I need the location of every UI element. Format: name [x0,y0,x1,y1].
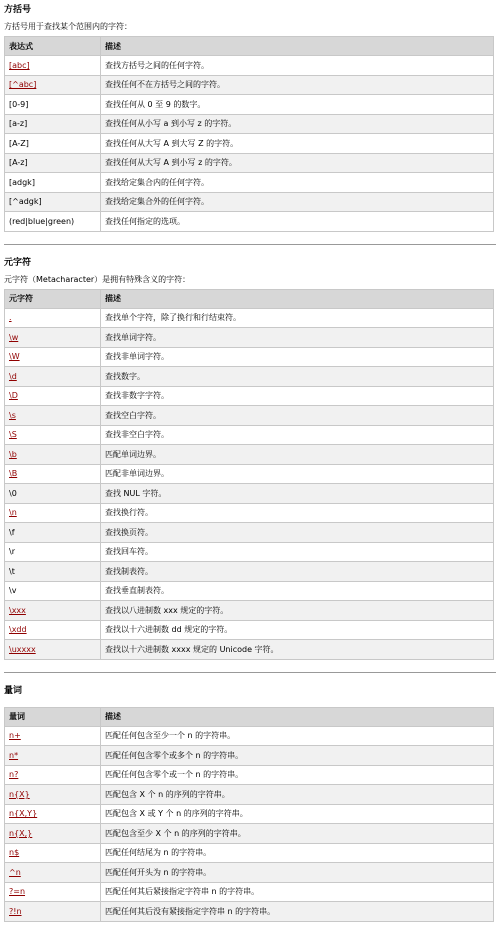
description-cell: 匹配非单词边界。 [101,464,494,484]
description-cell: 查找以八进制数 xxx 规定的字符。 [101,601,494,621]
expression-cell: [A-Z] [5,134,101,154]
description-cell: 查找换页符。 [101,523,494,543]
expression-link[interactable]: \D [9,391,18,401]
expression-cell: [0-9] [5,95,101,115]
expression-cell [5,824,101,844]
table-header-row [5,707,494,726]
table-row [5,785,494,805]
description-cell: 查找任何从小写 a 到小写 z 的字符。 [101,114,494,134]
section-intro: 元字符（Metacharacter）是拥有特殊含义的字符： [4,274,191,284]
description-cell: 匹配任何结尾为 n 的字符串。 [101,843,494,863]
table-row [5,192,494,212]
expression-cell [5,882,101,902]
section-metacharacters [4,255,496,660]
section-divider [4,244,496,245]
table-row [5,804,494,824]
column-header-expression: 表达式 [5,37,101,56]
expression-link[interactable]: \W [9,352,20,362]
description-cell: 查找方括号之间的任何字符。 [101,56,494,76]
expression-link[interactable]: . [9,313,12,323]
expression-cell: (red|blue|green) [5,212,101,232]
expression-cell [5,746,101,766]
table-row [5,601,494,621]
expression-link[interactable]: n{X} [9,789,30,799]
brackets-table [4,36,494,232]
expression-cell [5,601,101,621]
section-title: 量词 [4,685,23,696]
column-header-metacharacter: 元字符 [5,289,101,308]
expression-cell: \t [5,562,101,582]
table-row [5,406,494,426]
table-row [5,542,494,562]
table-row [5,562,494,582]
quantifiers-table [4,707,494,922]
expression-link[interactable]: n{X,} [9,828,33,838]
expression-cell [5,445,101,465]
table-row [5,765,494,785]
description-cell: 查找非空白字符。 [101,425,494,445]
expression-cell [5,863,101,883]
table-row [5,640,494,660]
column-header-quantifier: 量词 [5,707,101,726]
expression-link[interactable]: \B [9,469,18,479]
table-row [5,95,494,115]
expression-link[interactable]: ^n [9,867,21,877]
section-title: 方括号 [4,5,32,15]
description-cell: 查找制表符。 [101,562,494,582]
expression-link[interactable]: \b [9,449,17,459]
description-cell: 匹配任何开头为 n 的字符串。 [101,863,494,883]
table-row [5,153,494,173]
expression-link[interactable]: \d [9,371,17,381]
description-cell: 匹配任何其后紧接指定字符串 n 的字符串。 [101,882,494,902]
table-row [5,464,494,484]
expression-cell [5,902,101,922]
description-cell: 查找任何从大写 A 到大写 Z 的字符。 [101,134,494,154]
expression-link[interactable]: ?=n [9,887,26,897]
expression-cell [5,804,101,824]
table-row [5,367,494,387]
description-cell: 查找单词字符。 [101,328,494,348]
table-row [5,902,494,922]
description-cell: 查找换行符。 [101,503,494,523]
description-cell: 查找非单词字符。 [101,347,494,367]
description-cell: 查找非数字字符。 [101,386,494,406]
description-cell: 查找给定集合外的任何字符。 [101,192,494,212]
expression-cell [5,406,101,426]
table-row [5,56,494,76]
description-cell: 查找任何从大写 A 到小写 z 的字符。 [101,153,494,173]
description-cell: 匹配包含至少 X 个 n 的序列的字符串。 [101,824,494,844]
expression-link[interactable]: n$ [9,848,20,858]
column-header-description: 描述 [101,707,494,726]
table-row [5,863,494,883]
description-cell: 匹配包含 X 或 Y 个 n 的序列的字符串。 [101,804,494,824]
expression-link[interactable]: \xdd [9,625,27,635]
expression-cell [5,75,101,95]
expression-cell: [A-z] [5,153,101,173]
description-cell: 查找数字。 [101,367,494,387]
description-cell: 匹配包含 X 个 n 的序列的字符串。 [101,785,494,805]
expression-cell [5,308,101,328]
table-header-row [5,37,494,56]
table-row [5,843,494,863]
description-cell: 查找以十六进制数 xxxx 规定的 Unicode 字符。 [101,640,494,660]
section-intro: 方括号用于查找某个范围内的字符： [4,22,132,31]
table-row [5,581,494,601]
expression-cell [5,843,101,863]
table-row [5,726,494,746]
table-row [5,328,494,348]
description-cell: 查找单个字符，除了换行和行结束符。 [101,308,494,328]
expression-cell [5,56,101,76]
description-cell: 查找任何从 0 至 9 的数字。 [101,95,494,115]
expression-cell [5,328,101,348]
description-cell: 查找任何不在方括号之间的字符。 [101,75,494,95]
expression-link[interactable]: \S [9,430,17,440]
table-row [5,347,494,367]
expression-cell: [^adgk] [5,192,101,212]
table-row [5,114,494,134]
expression-cell: [adgk] [5,173,101,193]
description-cell: 查找回车符。 [101,542,494,562]
description-cell: 匹配任何包含零个或一个 n 的字符串。 [101,765,494,785]
description-cell: 匹配任何包含零个或多个 n 的字符串。 [101,746,494,766]
description-cell: 查找垂直制表符。 [101,581,494,601]
section-brackets [4,2,496,232]
table-row [5,386,494,406]
description-cell: 查找空白字符。 [101,406,494,426]
expression-link[interactable]: \s [9,410,16,420]
expression-cell [5,765,101,785]
expression-link[interactable]: n? [9,770,19,780]
expression-cell [5,464,101,484]
table-row [5,620,494,640]
table-row [5,75,494,95]
table-row [5,134,494,154]
expression-cell: [a-z] [5,114,101,134]
expression-link[interactable]: n{X,Y} [9,809,38,819]
section-quantifiers [4,683,496,922]
table-header-row [5,289,494,308]
metacharacters-table [4,289,494,660]
table-row [5,212,494,232]
table-row [5,173,494,193]
column-header-description: 描述 [101,37,494,56]
table-row [5,445,494,465]
expression-link[interactable]: \uxxxx [9,644,36,654]
description-cell: 匹配任何包含至少一个 n 的字符串。 [101,726,494,746]
table-row [5,523,494,543]
expression-cell [5,425,101,445]
table-row [5,503,494,523]
expression-cell: \f [5,523,101,543]
description-cell: 查找 NUL 字符。 [101,484,494,504]
expression-cell: \v [5,581,101,601]
expression-link[interactable]: ?!n [9,906,22,916]
expression-cell [5,785,101,805]
table-row [5,746,494,766]
quantifiers-table-body [5,726,494,921]
expression-cell [5,726,101,746]
description-cell: 查找给定集合内的任何字符。 [101,173,494,193]
table-row [5,824,494,844]
description-cell: 查找任何指定的选项。 [101,212,494,232]
expression-cell: \r [5,542,101,562]
metacharacters-table-body [5,308,494,659]
description-cell: 查找以十六进制数 dd 规定的字符。 [101,620,494,640]
expression-link[interactable]: \n [9,508,17,518]
expression-cell: \0 [5,484,101,504]
description-cell: 匹配任何其后没有紧接指定字符串 n 的字符串。 [101,902,494,922]
table-row [5,425,494,445]
section-divider [4,672,496,673]
table-row [5,882,494,902]
column-header-description: 描述 [101,289,494,308]
expression-cell [5,347,101,367]
description-cell: 匹配单词边界。 [101,445,494,465]
expression-link[interactable]: \w [9,332,19,342]
section-title: 元字符 [4,257,32,268]
expression-link[interactable]: [^abc] [9,80,37,90]
table-row [5,484,494,504]
expression-link[interactable]: [abc] [9,60,30,70]
expression-cell [5,640,101,660]
expression-link[interactable]: n* [9,750,19,760]
expression-link[interactable]: \xxx [9,605,26,615]
brackets-table-body [5,56,494,232]
expression-cell [5,620,101,640]
expression-cell [5,367,101,387]
table-row [5,308,494,328]
expression-link[interactable]: n+ [9,731,21,741]
expression-cell [5,503,101,523]
expression-cell [5,386,101,406]
